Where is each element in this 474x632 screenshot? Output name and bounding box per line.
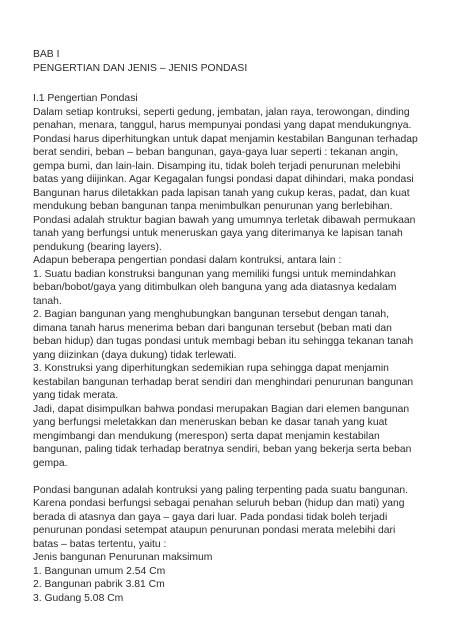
text-line: pendukung (bearing layers). (33, 241, 162, 253)
text-line: kestabilan bangunan terhadap berat sendiri dan menghindari penurunan bangunan (33, 376, 414, 388)
spacer (33, 470, 454, 484)
list-item-3: 3. Konstruksi yang diperhitungkan sedemikian rupa sehingga dapat menjamin (33, 363, 389, 374)
text-line: bangunan, paling tidak terhadap beratnya sendiri, beban yang bekerja serta beban (33, 444, 412, 455)
text-line: Pondasi bangunan adalah kontruksi yang paling terpenting pada suatu bangunan. (33, 484, 408, 496)
text-line: beban/bobot/gaya yang ditimbulkan oleh banguna yang ada diatasnya kedalam (33, 282, 397, 293)
list-item-2: 2. Bagian bangunan yang menghubungkan bangunan tersebut dengan tanah, (33, 309, 390, 320)
text-line: Dalam setiap kontruksi, seperti gedung, jembatan, jalan raya, terowongan, dinding (33, 106, 410, 118)
text-line: Pondasi adalah struktur bagian bawah yang umumnya terletak dibawah permukaan (33, 214, 416, 226)
text-line: batas – batas tertentu, yaitu : (33, 538, 167, 550)
settlement-row-2: 2. Bangunan pabrik 3.81 Cm (33, 579, 165, 590)
text-line: gempa bumi, dan lain-lain. Disamping itu, tidak boleh terjadi penurunan melebihi (33, 160, 401, 172)
section-pondasi-bangunan (33, 484, 454, 606)
text-line: dimana tanah harus menerima beban dari bangunan tersebut (beban mati dan (33, 322, 392, 334)
section-pengertian-pondasi (33, 92, 454, 470)
text-line: tanah yang berfungsi untuk meneruskan gaya yang diterimanya ke lapisan tanah (33, 228, 403, 239)
text-line: batas yang diijinkan. Agar Kegagalan fungsi pondasi dapat dihindari, maka pondasi (33, 174, 414, 185)
section-title: I.1 Pengertian Pondasi (33, 93, 138, 104)
text-line: mendukung beban bangunan tanpa menimbulkan penurunan yang berlebihan. (33, 201, 393, 212)
spacer (33, 75, 454, 92)
text-line: Karena pondasi berfungsi sebagai penahan seluruh beban (hidup dan mati) yang (33, 498, 405, 509)
text-line: penurunan pondasi setempat ataupun penurunan pondasi merata melebihi dari (33, 525, 396, 536)
text-line: gempa. (33, 457, 68, 469)
settlement-row-1: 1. Bangunan umum 2.54 Cm (33, 565, 166, 577)
text-line: Pondasi harus diperhitungkan untuk dapat menjamin kestabilan Bangunan terhadap (33, 133, 418, 145)
text-line: Jadi, dapat disimpulkan bahwa pondasi merupakan Bagian dari elemen bangunan (33, 403, 410, 415)
text-line: penahan, menara, tanggul, harus mempunyai pondasi yang dapat mendukungnya. (33, 120, 412, 131)
text-line: berada di atasnya dan gaya – gaya dari luar. Pada pondasi tidak boleh terjadi (33, 511, 388, 523)
text-line: yang diizinkan (daya dukung) tidak terlewati. (33, 349, 237, 361)
chapter-title: PENGERTIAN DAN JENIS – JENIS PONDASI (33, 62, 248, 74)
chapter-number: BAB I (33, 49, 60, 60)
text-line: berat sendiri, beban – beban bangunan, gaya-gaya luar seperti : tekanan angin, (33, 147, 399, 158)
chapter-heading (33, 48, 454, 75)
text-line: yang berfungsi meletakkan dan meneruskan beban ke dasar tanah yang kuat (33, 417, 388, 428)
text-line: Bangunan harus diletakkan pada lapisan tanah yang cukup keras, padat, dan kuat (33, 187, 410, 199)
text-line: yang tidak merata. (33, 390, 119, 401)
list-item-1: 1. Suatu badian konstruksi bangunan yang memiliki fungsi untuk memindahkan (33, 268, 396, 280)
settlement-table-header: Jenis bangunan Penurunan maksimum (33, 552, 213, 563)
settlement-row-3: 3. Gudang 5.08 Cm (33, 592, 124, 604)
text-line: Adapun beberapa pengertian pondasi dalam kontruksi, antara lain : (33, 255, 342, 266)
text-line: tanah. (33, 295, 62, 307)
text-line: beban hidup) dan tugas pondasi untuk membagi beban itu sehingga tekanan tanah (33, 336, 414, 347)
text-line: mengimbangi dan mendukung (merespon) serta dapat menjamin kestabilan (33, 430, 380, 442)
